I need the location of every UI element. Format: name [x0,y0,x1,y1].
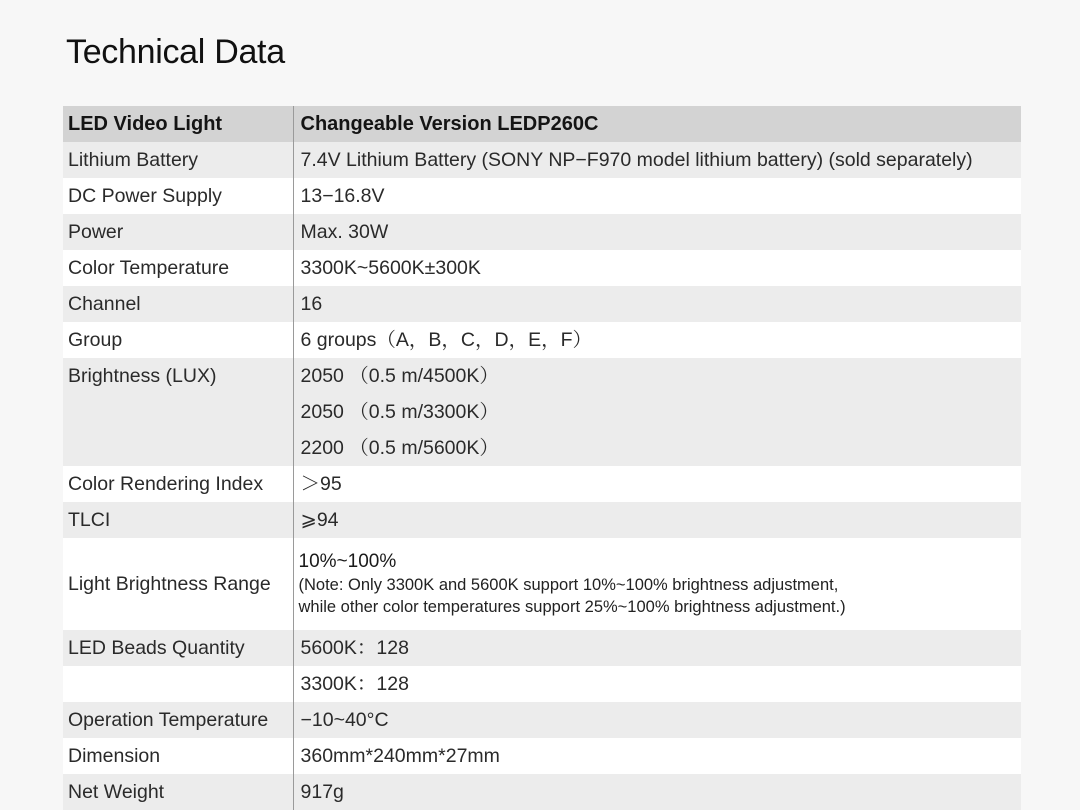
row-value-tlci: ⩾94 [293,502,1021,538]
row-label-color-temp: Color Temperature [63,250,293,286]
row-value-group: 6 groups（A，B，C，D，E，F） [293,322,1021,358]
row-value-op-temp: −10~40°C [293,702,1021,738]
row-label-group: Group [63,322,293,358]
row-label-channel: Channel [63,286,293,322]
table-row [63,250,1021,286]
row-label-battery: Lithium Battery [63,142,293,178]
table-row [63,322,1021,358]
page-title: Technical Data [66,33,285,71]
brightness-range-note-1: (Note: Only 3300K and 5600K support 10%~100% brightness adjustment, [298,576,839,594]
table-row [63,286,1021,322]
table-row [63,738,1021,774]
brightness-range-value: 10%~100% [298,551,397,572]
row-label-weight: Net Weight [63,774,293,810]
brightness-value-3: 2200 （0.5 m/5600K） [300,437,499,459]
row-label-beads-empty [63,666,293,702]
row-label-dc: DC Power Supply [63,178,293,214]
header-value: Changeable Version LEDP260C [293,106,1021,142]
row-value-beads-2: 3300K：128 [293,666,1021,702]
row-value-battery: 7.4V Lithium Battery (SONY NP−F970 model lithium battery) (sold separately) [293,142,1021,178]
table-row [63,630,1021,666]
header-label: LED Video Light [63,106,293,142]
row-label-tlci: TLCI [63,502,293,538]
row-value-power: Max. 30W [293,214,1021,250]
row-label-brightness: Brightness (LUX) [63,358,293,466]
row-value-channel: 16 [293,286,1021,322]
row-label-cri: Color Rendering Index [63,466,293,502]
row-value-color-temp: 3300K~5600K±300K [293,250,1021,286]
row-value-cri: ＞95 [293,466,1021,502]
table-row [63,142,1021,178]
row-label-beads: LED Beads Quantity [63,630,293,666]
row-value-brightness [293,358,1021,466]
row-value-weight: 917g [293,774,1021,810]
brightness-range-note-2: while other color temperatures support 25%~100% brightness adjustment.) [298,598,846,616]
row-label-dimension: Dimension [63,738,293,774]
table-row [63,702,1021,738]
row-label-power: Power [63,214,293,250]
table-row [63,178,1021,214]
row-value-dimension: 360mm*240mm*27mm [293,738,1021,774]
brightness-value-1: 2050 （0.5 m/4500K） [300,365,499,387]
row-value-beads-1: 5600K：128 [293,630,1021,666]
row-value-dc: 13−16.8V [293,178,1021,214]
spec-table [63,106,1021,810]
table-header-row [63,106,1021,142]
row-label-op-temp: Operation Temperature [63,702,293,738]
table-row [63,466,1021,502]
brightness-value-2: 2050 （0.5 m/3300K） [300,401,499,423]
row-label-brightness-range: Light Brightness Range [63,538,293,630]
table-row [63,358,1021,466]
table-row [63,214,1021,250]
table-row [63,502,1021,538]
table-row [63,666,1021,702]
table-row [63,538,1021,630]
row-value-brightness-range [293,538,1021,630]
